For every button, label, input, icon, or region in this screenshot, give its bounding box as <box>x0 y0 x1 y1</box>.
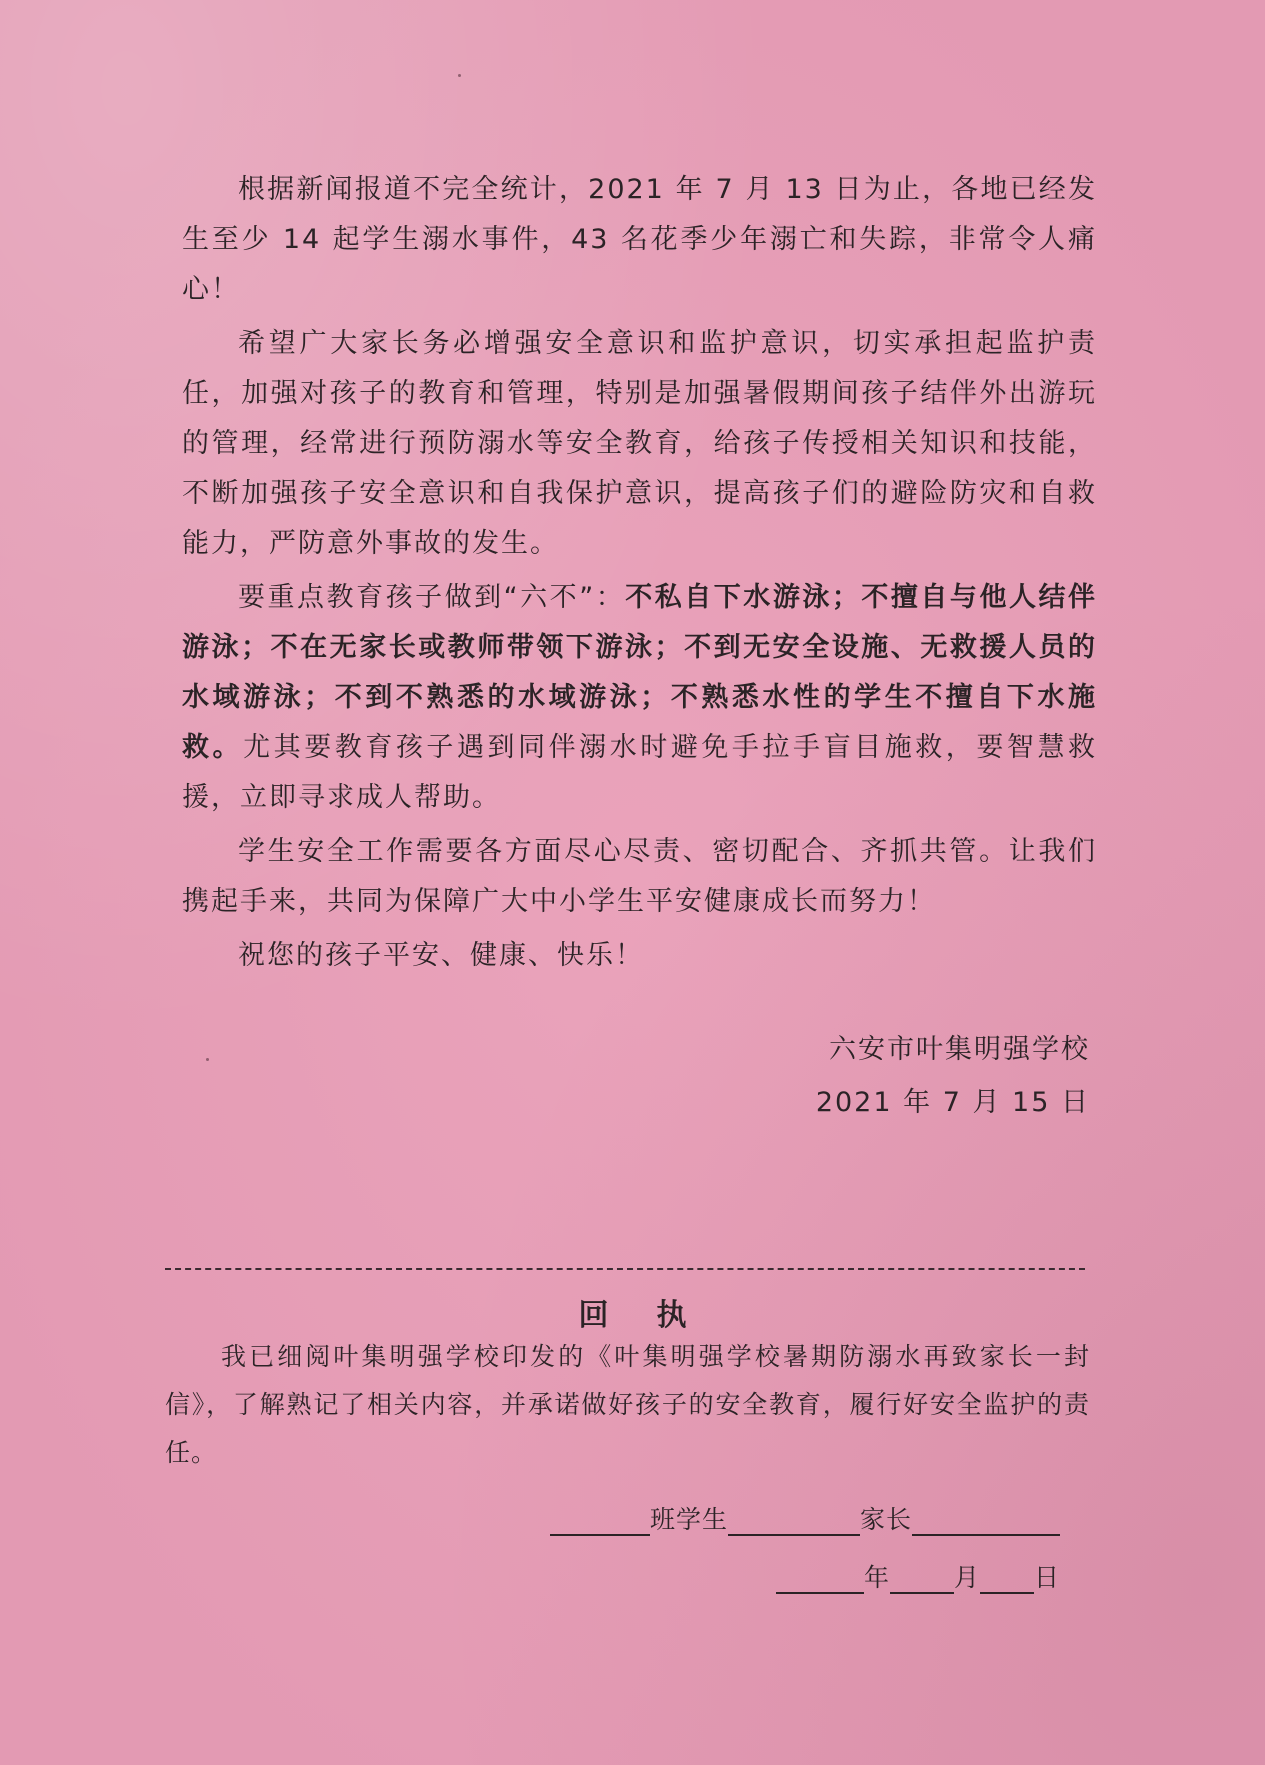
month-blank[interactable] <box>890 1562 954 1594</box>
receipt-name-row <box>550 1500 1060 1536</box>
school-signature: 六安市叶集明强学校 <box>829 1034 1090 1065</box>
letter-body <box>182 165 1097 985</box>
paragraph-six-nots <box>182 573 1097 823</box>
receipt-statement: 我已细阅叶集明强学校印发的《叶集明强学校暑期防溺水再致家长一封信》，了解熟记了相关内容，并承诺做好孩子的安全教育，履行好安全监护的责任。 <box>165 1342 1090 1467</box>
receipt-date-row <box>776 1558 1060 1594</box>
student-name-blank[interactable] <box>728 1504 860 1536</box>
parent-label: 家长 <box>859 1505 912 1534</box>
paper-speck <box>206 1058 209 1061</box>
class-blank[interactable] <box>550 1504 650 1536</box>
letter-date: 2021 年 7 月 15 日 <box>815 1087 1090 1118</box>
six-nots-rules: 不私自下水游泳；不擅自与他人结伴游泳；不在无家长或教师带领下游泳；不到无安全设施、无救援人员的水域游泳；不到不熟悉的水域游泳；不熟悉水性的学生不擅自下水施救。 <box>182 582 1098 763</box>
day-blank[interactable] <box>980 1562 1034 1594</box>
day-label: 日 <box>1033 1563 1060 1592</box>
class-student-label: 班学生 <box>649 1505 728 1534</box>
month-label: 月 <box>953 1563 980 1592</box>
year-label: 年 <box>863 1563 890 1592</box>
receipt-body <box>165 1333 1090 1477</box>
paragraph-statistics: 根据新闻报道不完全统计，2021 年 7 月 13 日为止，各地已经发生至少 14 起学生溺水事件，43 名花季少年溺亡和失踪，非常令人痛心！ <box>182 174 1097 305</box>
paragraph-cooperation: 学生安全工作需要各方面尽心尽责、密切配合、齐抓共管。让我们携起手来，共同为保障广大中小学生平安健康成长而努力！ <box>182 836 1097 917</box>
year-blank[interactable] <box>776 1562 864 1594</box>
paragraph-parent-duty: 希望广大家长务必增强安全意识和监护意识，切实承担起监护责任，加强对孩子的教育和管理，特别是加强暑假期间孩子结伴外出游玩的管理，经常进行预防溺水等安全教育，给孩子传授相关知识和技能，不断加强孩子安全意识和自我保护意识，提高孩子们的避险防灾和自救能力，严防意外事故的发生。 <box>182 328 1097 559</box>
parent-name-blank[interactable] <box>912 1504 1060 1536</box>
cut-line-divider <box>165 1268 1085 1270</box>
paper-speck <box>458 74 461 77</box>
six-nots-lead: 要重点教育孩子做到“六不”： <box>238 582 626 613</box>
paragraph-wishes: 祝您的孩子平安、健康、快乐！ <box>238 940 644 971</box>
six-nots-tail: 尤其要教育孩子遇到同伴溺水时避免手拉手盲目施救，要智慧救援，立即寻求成人帮助。 <box>182 732 1098 813</box>
receipt-title: 回执 <box>578 1298 735 1333</box>
